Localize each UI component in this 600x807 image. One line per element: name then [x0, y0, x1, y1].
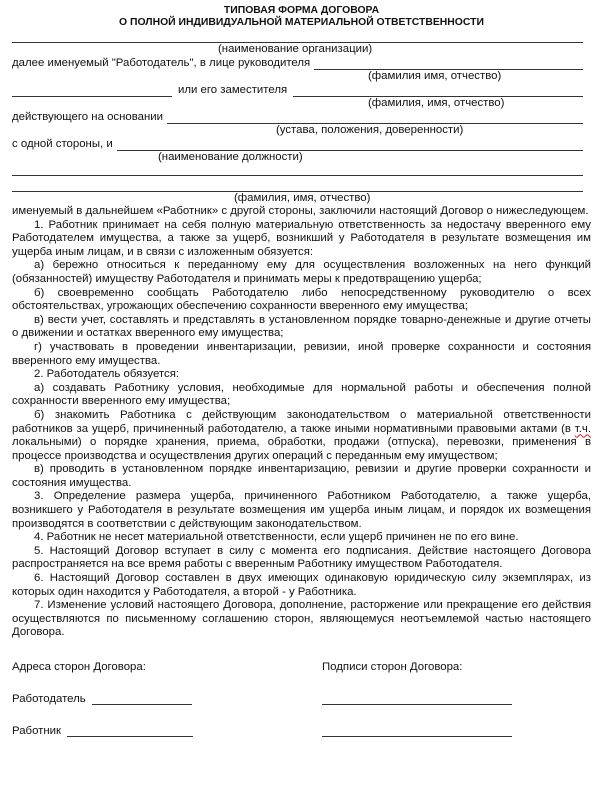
extra-blank-row-2: [12, 176, 591, 192]
basis-blank: [167, 112, 583, 124]
employer-row: [12, 56, 591, 70]
org-name-hint: (наименование организации): [218, 43, 373, 55]
clause-2c: в) проводить в установленном порядке инвентаризацию, ревизии и другие проверки сохранности и состояния имущества.: [12, 463, 591, 489]
clause-5: 5. Настоящий Договор вступает в силу с момента его подписания. Действие настоящего Договора распространяется на все время работы с вверенным Работнику имуществом Работодателя.: [12, 544, 591, 571]
clause-1b: б) своевременно сообщать Работодателю либо непосредственному руководителю о всех обстоятельствах, угрожающих обеспечению сохранности вверенного ему имущества;: [12, 286, 591, 313]
clause-2a: а) создавать Работнику условия, необходимые для нормальной работы и обеспечения полной сохранности вверенного ему имущества;: [12, 381, 591, 408]
signature-headers: [12, 661, 591, 673]
clause-2b-end: локальными) о порядке хранения, приема, обработки, продажи (отпуска), перевозки, применения в процессе производства и осуществления других операций с переданным ему имуществом;: [12, 436, 591, 462]
employee-address-blank: [67, 725, 193, 737]
signatures-label: Подписи сторон Договора:: [322, 661, 463, 673]
deputy-prefix-blank: [12, 85, 172, 97]
employee-intro: именуемый в дальнейшем «Работник» с другой стороны, заключили настоящий Договор о нижеследующем.: [12, 205, 589, 217]
clause-2b: [12, 409, 591, 463]
employee-name-hint: (фамилия, имя, отчество): [234, 192, 371, 204]
clause-7: 7. Изменение условий настоящего Договора, дополнение, расторжение или прекращение его действия осуществляются по письменному соглашению сторон, являющемуся неотъемлемой частью настоящего Договора.: [12, 599, 591, 639]
director-hint-row: [12, 70, 591, 83]
title-line-2: О ПОЛНОЙ ИНДИВИДУАЛЬНОЙ МАТЕРИАЛЬНОЙ ОТВЕТСТВЕННОСТИ: [119, 17, 484, 28]
basis-hint: (устава, положения, доверенности): [276, 124, 464, 136]
position-hint: (наименование должности): [158, 151, 303, 163]
clause-6: 6. Настоящий Договор составлен в двух имеющих одинаковую юридическую силу экземплярах, из которых один находится у Работодателя, а второй - у Работника.: [12, 572, 591, 598]
side-row: [12, 137, 591, 151]
org-name-hint-row: [12, 43, 591, 56]
clause-2b-spellcheck-word: т.ч.: [574, 422, 591, 435]
extra-blank-2: [12, 180, 583, 192]
basis-text: действующего на основании: [12, 111, 163, 123]
director-name-hint: (фамилия имя, отчество): [368, 70, 502, 82]
employer-address-blank: [92, 693, 192, 705]
director-name-blank: [314, 58, 583, 70]
side-text: с одной стороны, и: [12, 138, 113, 150]
basis-hint-row: [12, 124, 591, 137]
employee-address-cell: [12, 725, 322, 737]
employer-signature-blank: [322, 693, 512, 705]
employer-label: Работодатель: [12, 693, 86, 705]
employee-signature-row: [12, 723, 591, 737]
employee-name-hint-row: [12, 192, 591, 205]
employer-signature-row: [12, 691, 591, 705]
extra-blank-1: [12, 164, 583, 176]
title-line-1: ТИПОВАЯ ФОРМА ДОГОВОРА: [223, 5, 380, 16]
clause-1: 1. Работник принимает на себя полную материальную ответственность за недостачу вверенного ему Работодателем имущества, а также за ущерб, возникший у Работодателя в результате возмещения им ущерба иным лицам, и в связи с изложенным обязуется:: [12, 218, 591, 258]
deputy-text: или его заместителя: [178, 84, 288, 96]
addresses-label: Адреса сторон Договора:: [12, 661, 146, 673]
deputy-row: [12, 83, 591, 97]
clause-4: 4. Работник не несет материальной ответственности, если ущерб причинен не по его вине.: [34, 531, 519, 544]
clause-2: 2. Работодатель обязуется:: [34, 368, 180, 381]
deputy-name-hint: (фамилия, имя, отчество): [368, 97, 505, 109]
employer-text: далее именуемый "Работодатель", в лице руководителя: [12, 57, 311, 69]
clause-3: 3. Определение размера ущерба, причиненного Работником Работодателю, а также ущерба, возникшего у Работодателя в результате возмещения им ущерба иным лицам, и порядок их возмещения производятся в соответствии с действующим законодательством.: [12, 490, 591, 530]
extra-blank-row-1: [12, 164, 591, 176]
basis-row: [12, 110, 591, 124]
position-blank: [117, 139, 583, 151]
employee-signature-blank: [322, 725, 512, 737]
clause-1a: а) бережно относиться к переданному ему для осуществления возложенных на него функций (обязанностей) имуществу Работодателя и принимать меры к предотвращению ущерба;: [12, 259, 591, 285]
employer-address-cell: [12, 693, 322, 705]
deputy-name-blank: [293, 85, 583, 97]
clause-1d: г) участвовать в проведении инвентаризации, ревизии, иной проверке сохранности и состояния вверенного ему имущества.: [12, 340, 591, 367]
org-name-blank: [12, 31, 583, 43]
employee-label: Работник: [12, 725, 62, 737]
org-name-row: [12, 29, 591, 43]
clause-1c: в) вести учет, составлять и представлять в установленном порядке товарно-денежные и другие отчеты о движении и остатках вверенного ему имущества;: [12, 313, 591, 340]
position-hint-row: [12, 151, 591, 164]
clause-2b-start: б) знакомить Работника с действующим законодательством о материальной ответственности работников за ущерб, причиненный работодателю, а также иными нормативными правовыми актами (в: [12, 408, 591, 435]
deputy-hint-row: [12, 97, 591, 110]
